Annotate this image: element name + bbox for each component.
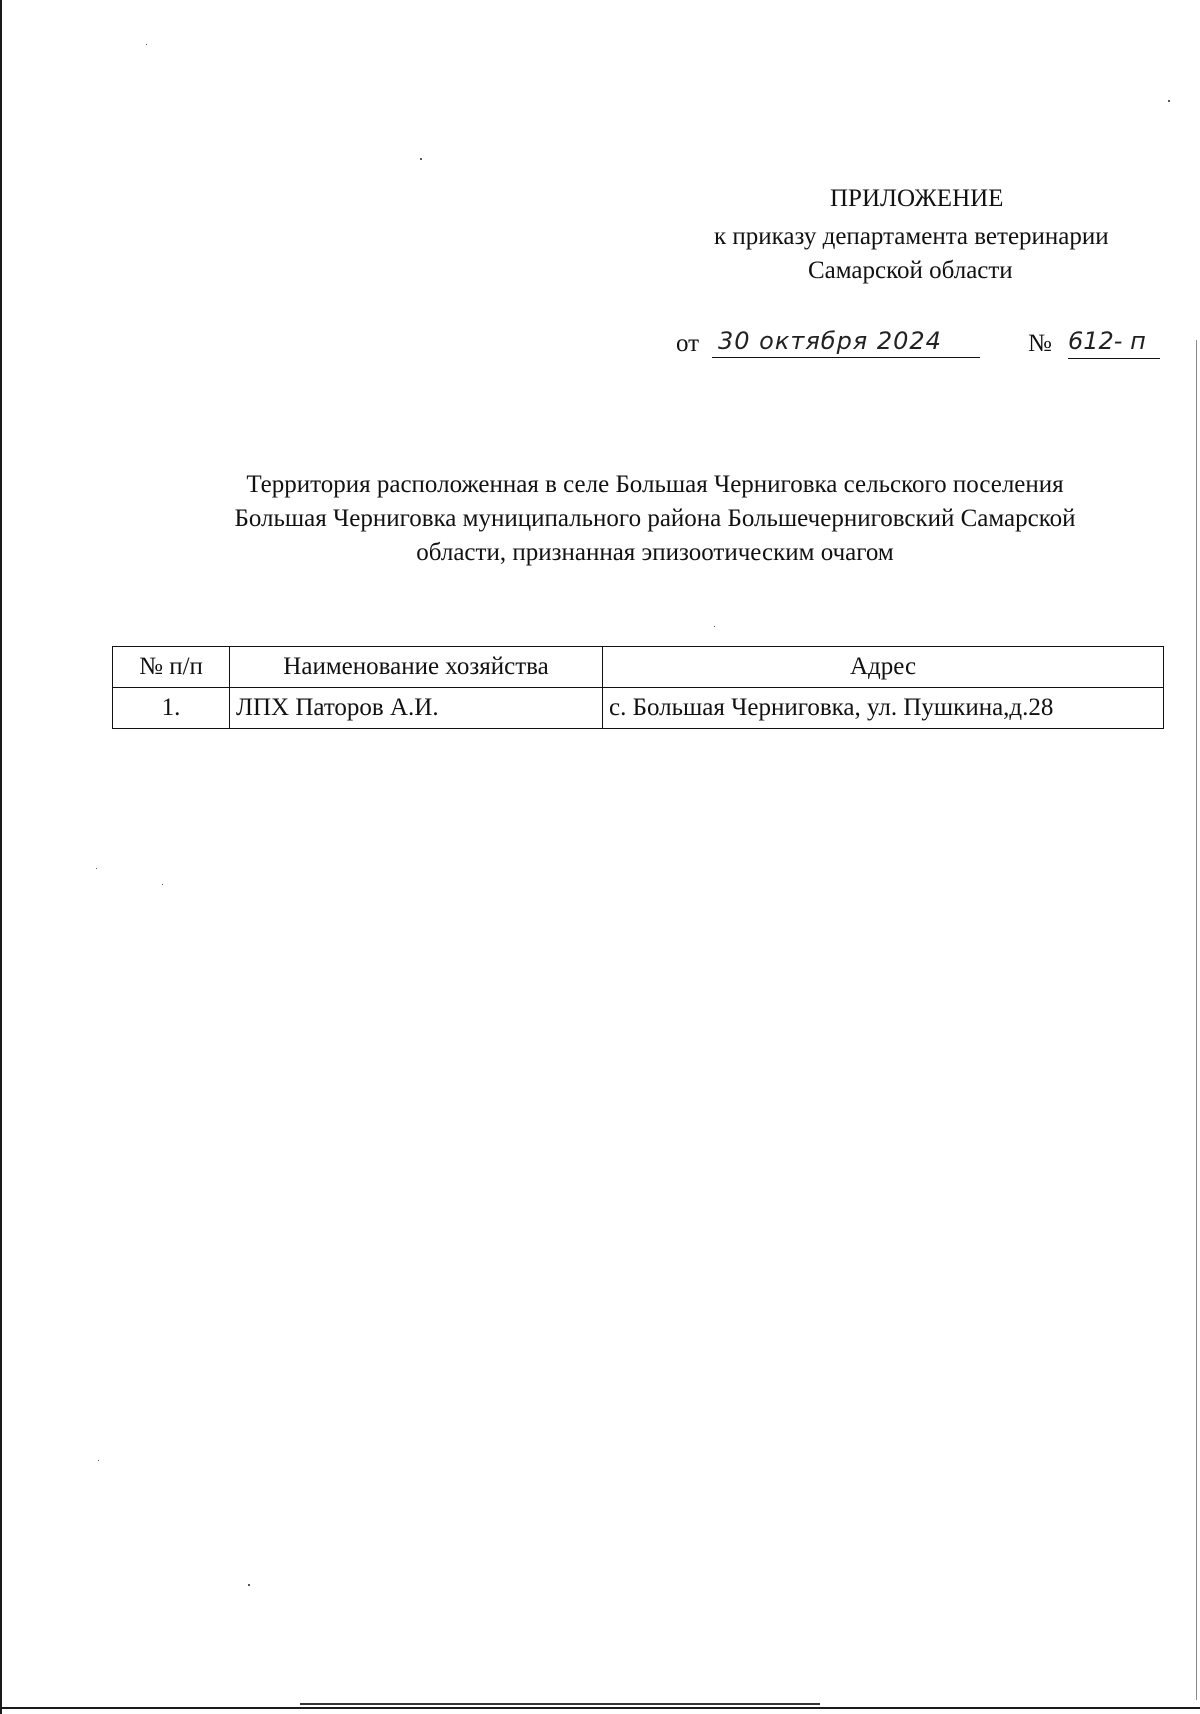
scan-speck [146, 44, 147, 45]
scan-speck [96, 868, 97, 869]
title-line-3: области, признанная эпизоотическим очагом [416, 539, 894, 566]
order-from-label: от [676, 330, 700, 357]
scan-speck [1168, 100, 1170, 102]
table-row [113, 688, 1164, 729]
scan-edge-bottom-inner [300, 1703, 820, 1705]
header-farm-name: Наименование хозяйства [230, 647, 603, 688]
header-address: Адрес [603, 647, 1164, 688]
order-reference [676, 324, 1166, 364]
scan-edge-bottom [0, 1707, 1200, 1709]
cell-address: с. Большая Черниговка, ул. Пушкина,д.28 [603, 688, 1164, 729]
title-line-1: Территория расположенная в селе Большая Черниговка сельского поселения [246, 471, 1064, 498]
document-title [150, 468, 1160, 570]
scan-speck [162, 884, 163, 885]
scan-speck [714, 626, 715, 627]
header-number: № п/п [113, 647, 230, 688]
order-number: 612- п [1068, 324, 1160, 359]
cell-number: 1. [113, 688, 230, 729]
scan-edge-left [0, 0, 2, 1714]
cell-farm-name: ЛПХ Паторов А.И. [230, 688, 603, 729]
scan-speck [98, 1460, 99, 1461]
table-header-row [113, 647, 1164, 688]
scan-speck [248, 1584, 250, 1586]
scan-speck [420, 158, 422, 160]
order-number-label: № [1028, 330, 1052, 357]
order-date: 30 октября 2024 [712, 324, 980, 358]
appendix-heading: ПРИЛОЖЕНИЕ [830, 185, 1004, 212]
farms-table [112, 646, 1164, 729]
title-line-2: Большая Черниговка муниципального района Большечерниговский Самарской [234, 505, 1076, 532]
scan-edge-right [1196, 340, 1197, 1700]
appendix-line-order: к приказу департамента ветеринарии [714, 223, 1109, 250]
appendix-line-region: Самарской области [808, 257, 1013, 284]
